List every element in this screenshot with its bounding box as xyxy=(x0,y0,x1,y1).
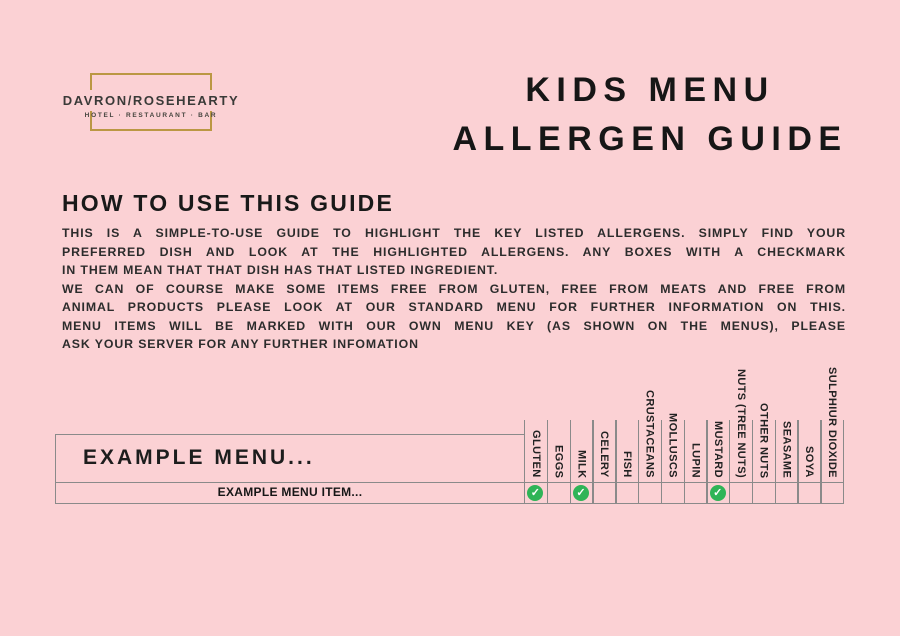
allergen-column-header: CRUSTACEANS xyxy=(643,390,656,478)
page-title-line1: KIDS MENU xyxy=(525,71,775,109)
check-icon: ✓ xyxy=(573,485,589,501)
logo-tagline: HOTEL · RESTAURANT · BAR xyxy=(84,112,218,119)
allergen-cell-other-nuts xyxy=(752,483,775,503)
allergen-column-header: SOYA xyxy=(803,446,816,478)
allergen-column-header: SULPHIUR DIOXIDE xyxy=(825,367,838,478)
guide-text-line: IN THEM MEAN THAT THAT DISH HAS THAT LISTED INGREDIENT. xyxy=(62,263,499,277)
guide-text-line: ASK YOUR SERVER FOR ANY FURTHER INFOMATION xyxy=(62,337,419,351)
section-heading: HOW TO USE THIS GUIDE xyxy=(62,190,395,216)
allergen-column-header: FISH xyxy=(620,451,633,478)
allergen-column-header: LUPIN xyxy=(689,443,702,478)
guide-text-line: ANIMAL PRODUCTS PLEASE LOOK AT OUR STANDARD MENU FOR FURTHER INFORMATION ON THIS. xyxy=(62,300,846,314)
check-icon: ✓ xyxy=(527,485,543,501)
allergen-table xyxy=(55,339,843,505)
allergen-cell-mustard xyxy=(706,483,729,503)
page-title-line2: ALLERGEN GUIDE xyxy=(452,120,848,158)
allergen-cell-soya xyxy=(797,483,820,503)
allergen-column-header: SEASAME xyxy=(780,420,793,478)
allergen-cell-celery xyxy=(592,483,615,503)
allergen-cell-lupin xyxy=(684,483,707,503)
allergen-cell-milk xyxy=(570,483,593,503)
allergen-cell-eggs xyxy=(547,483,570,503)
allergen-cell-sulphiur-dioxide xyxy=(820,483,843,503)
logo-name: DAVRON/ROSEHEARTY xyxy=(62,90,240,111)
allergen-column-header: OTHER NUTS xyxy=(757,402,770,478)
guide-paragraphs xyxy=(62,224,846,354)
column-separator-line xyxy=(843,420,844,504)
guide-text-line: WE CAN OF COURSE MAKE SOME ITEMS FREE FROM GLUTEN, FREE FROM MEATS AND FREE FROM xyxy=(62,281,846,296)
check-icon: ✓ xyxy=(710,485,726,501)
menu-item-name: EXAMPLE MENU ITEM... xyxy=(217,485,363,499)
allergen-cell-crustaceans xyxy=(638,483,661,503)
guide-text-line: PREFERRED DISH AND LOOK AT THE HIGHLIGHTED ALLERGENS. ANY BOXES WITH A CHECKMARK xyxy=(62,244,846,259)
allergen-column-header: CELERY xyxy=(598,431,611,478)
allergen-column-header: EGGS xyxy=(552,444,565,478)
allergen-cell-gluten xyxy=(524,483,547,503)
allergen-cell-nuts-tree-nuts- xyxy=(729,483,752,503)
allergen-column-header: MILK xyxy=(575,449,588,478)
guide-text-line: MENU ITEMS WILL BE MARKED WITH OUR OWN MENU KEY (AS SHOWN ON THE MENUS), PLEASE xyxy=(62,318,846,333)
table-bottom-border xyxy=(55,503,843,504)
allergen-cell-molluscs xyxy=(661,483,684,503)
page-title xyxy=(428,66,872,164)
allergen-column-header: GLUTEN xyxy=(529,430,542,478)
menu-header-label: EXAMPLE MENU... xyxy=(83,446,315,469)
allergen-column-header: MOLLUSCS xyxy=(666,413,679,478)
guide-text-line: THIS IS A SIMPLE-TO-USE GUIDE TO HIGHLIGHT THE KEY LISTED ALLERGENS. SIMPLY FIND YOUR xyxy=(62,226,846,240)
allergen-column-header: NUTS (TREE NUTS) xyxy=(734,368,747,478)
allergen-column-header: MUSTARD xyxy=(712,421,725,478)
allergen-cell-seasame xyxy=(775,483,798,503)
brand-logo xyxy=(62,64,240,138)
allergen-cell-fish xyxy=(615,483,638,503)
